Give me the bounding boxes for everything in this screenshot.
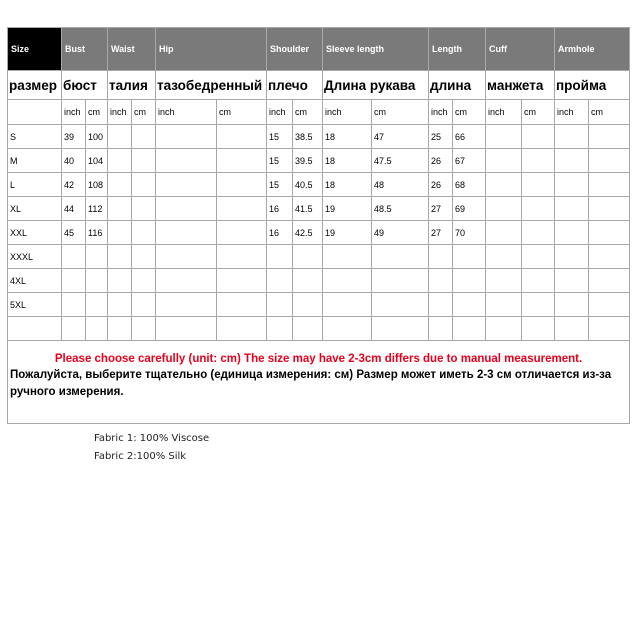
header-hip: Hip (156, 28, 267, 71)
unit-cm-hip: cm (217, 100, 267, 125)
waist-cm-cell (132, 149, 156, 173)
shoulder-cm-cell: 39.5 (293, 149, 323, 173)
sleeve-inch-cell: 19 (323, 197, 372, 221)
unit-inch-sleeve: inch (323, 100, 372, 125)
armhole-cm-cell (589, 317, 630, 341)
sleeve-inch-cell (323, 245, 372, 269)
waist-inch-cell (108, 125, 132, 149)
armhole-inch-cell (555, 173, 589, 197)
bust-inch-cell (62, 293, 86, 317)
cuff-cm-cell (522, 149, 555, 173)
shoulder-cm-cell (293, 293, 323, 317)
hip-cm-cell (217, 293, 267, 317)
hip-cm-cell (217, 149, 267, 173)
shoulder-cm-cell (293, 269, 323, 293)
hip-cm-cell (217, 197, 267, 221)
sleeve-cm-cell: 48 (372, 173, 429, 197)
cuff-inch-cell (486, 317, 522, 341)
header-armhole: Armhole (555, 28, 630, 71)
size-cell: XXL (8, 221, 62, 245)
hip-inch-cell (156, 197, 217, 221)
length-inch-cell (429, 245, 453, 269)
sleeve-cm-cell: 47.5 (372, 149, 429, 173)
waist-cm-cell (132, 173, 156, 197)
unit-inch-bust: inch (62, 100, 86, 125)
table-row (8, 125, 630, 149)
header-ru-bust: бюст (62, 71, 108, 100)
shoulder-inch-cell (267, 245, 293, 269)
waist-cm-cell (132, 317, 156, 341)
sleeve-cm-cell: 49 (372, 221, 429, 245)
header-bust: Bust (62, 28, 108, 71)
hip-cm-cell (217, 125, 267, 149)
shoulder-inch-cell: 15 (267, 149, 293, 173)
size-cell: L (8, 173, 62, 197)
unit-blank (8, 100, 62, 125)
hip-inch-cell (156, 317, 217, 341)
hip-cm-cell (217, 173, 267, 197)
notes-row (8, 341, 630, 424)
sleeve-cm-cell: 48.5 (372, 197, 429, 221)
table-row (8, 149, 630, 173)
waist-cm-cell (132, 221, 156, 245)
armhole-cm-cell (589, 173, 630, 197)
header-ru-size: размер (8, 71, 62, 100)
table-row (8, 221, 630, 245)
size-chart-table (7, 27, 630, 424)
header-size: Size (8, 28, 62, 71)
waist-inch-cell (108, 221, 132, 245)
cuff-cm-cell (522, 317, 555, 341)
bust-cm-cell (86, 269, 108, 293)
table-row (8, 269, 630, 293)
armhole-cm-cell (589, 293, 630, 317)
waist-inch-cell (108, 173, 132, 197)
shoulder-inch-cell: 15 (267, 173, 293, 197)
hip-inch-cell (156, 245, 217, 269)
cuff-inch-cell (486, 125, 522, 149)
bust-inch-cell (62, 245, 86, 269)
armhole-cm-cell (589, 197, 630, 221)
shoulder-inch-cell: 16 (267, 221, 293, 245)
length-cm-cell (453, 317, 486, 341)
shoulder-cm-cell: 40.5 (293, 173, 323, 197)
armhole-inch-cell (555, 149, 589, 173)
header-row-en (8, 28, 630, 71)
bust-inch-cell (62, 269, 86, 293)
cuff-inch-cell (486, 293, 522, 317)
bust-inch-cell: 39 (62, 125, 86, 149)
header-ru-hip: тазобедренный (156, 71, 267, 100)
length-cm-cell: 70 (453, 221, 486, 245)
cuff-inch-cell (486, 149, 522, 173)
sleeve-inch-cell: 18 (323, 125, 372, 149)
length-cm-cell: 69 (453, 197, 486, 221)
waist-cm-cell (132, 125, 156, 149)
length-inch-cell (429, 269, 453, 293)
armhole-inch-cell (555, 125, 589, 149)
length-inch-cell (429, 317, 453, 341)
waist-inch-cell (108, 269, 132, 293)
sleeve-cm-cell (372, 317, 429, 341)
size-cell: M (8, 149, 62, 173)
fabric-2-label: Fabric 2:100% Silk (94, 451, 187, 462)
armhole-inch-cell (555, 221, 589, 245)
hip-inch-cell (156, 293, 217, 317)
header-cuff: Cuff (486, 28, 555, 71)
shoulder-cm-cell: 42.5 (293, 221, 323, 245)
table-row (8, 245, 630, 269)
sleeve-inch-cell: 19 (323, 221, 372, 245)
cuff-inch-cell (486, 269, 522, 293)
unit-cm-shoulder: cm (293, 100, 323, 125)
waist-cm-cell (132, 269, 156, 293)
armhole-cm-cell (589, 221, 630, 245)
warning-ru: Пожалуйста, выберите тщательно (единица измерения: см) Размер может иметь 2-3 см отличается из-за ручного измерения. (10, 369, 612, 398)
header-waist: Waist (108, 28, 156, 71)
hip-cm-cell (217, 317, 267, 341)
bust-cm-cell: 100 (86, 125, 108, 149)
hip-cm-cell (217, 221, 267, 245)
hip-inch-cell (156, 173, 217, 197)
sleeve-cm-cell (372, 293, 429, 317)
waist-cm-cell (132, 197, 156, 221)
size-cell: S (8, 125, 62, 149)
length-inch-cell: 26 (429, 149, 453, 173)
shoulder-inch-cell (267, 293, 293, 317)
length-cm-cell: 67 (453, 149, 486, 173)
header-ru-armhole: пройма (555, 71, 630, 100)
cuff-inch-cell (486, 173, 522, 197)
bust-inch-cell: 42 (62, 173, 86, 197)
table-row (8, 173, 630, 197)
unit-inch-cuff: inch (486, 100, 522, 125)
header-ru-length: длина (429, 71, 486, 100)
length-cm-cell: 68 (453, 173, 486, 197)
shoulder-inch-cell (267, 317, 293, 341)
hip-inch-cell (156, 149, 217, 173)
bust-inch-cell: 45 (62, 221, 86, 245)
cuff-cm-cell (522, 197, 555, 221)
length-inch-cell: 27 (429, 221, 453, 245)
unit-inch-shoulder: inch (267, 100, 293, 125)
hip-cm-cell (217, 245, 267, 269)
table-row (8, 317, 630, 341)
sleeve-inch-cell: 18 (323, 149, 372, 173)
table-row (8, 293, 630, 317)
cuff-cm-cell (522, 245, 555, 269)
armhole-inch-cell (555, 269, 589, 293)
length-inch-cell: 27 (429, 197, 453, 221)
cuff-cm-cell (522, 173, 555, 197)
sleeve-inch-cell (323, 269, 372, 293)
cuff-cm-cell (522, 293, 555, 317)
sleeve-cm-cell: 47 (372, 125, 429, 149)
unit-inch-armhole: inch (555, 100, 589, 125)
length-cm-cell (453, 245, 486, 269)
waist-cm-cell (132, 245, 156, 269)
armhole-cm-cell (589, 125, 630, 149)
unit-inch-waist: inch (108, 100, 132, 125)
unit-inch-length: inch (429, 100, 453, 125)
shoulder-cm-cell (293, 245, 323, 269)
armhole-inch-cell (555, 197, 589, 221)
armhole-cm-cell (589, 245, 630, 269)
shoulder-cm-cell: 38.5 (293, 125, 323, 149)
bust-cm-cell: 116 (86, 221, 108, 245)
armhole-cm-cell (589, 269, 630, 293)
shoulder-cm-cell: 41.5 (293, 197, 323, 221)
armhole-inch-cell (555, 245, 589, 269)
bust-cm-cell: 104 (86, 149, 108, 173)
waist-inch-cell (108, 149, 132, 173)
size-cell: XXXL (8, 245, 62, 269)
unit-cm-length: cm (453, 100, 486, 125)
header-ru-cuff: манжета (486, 71, 555, 100)
shoulder-cm-cell (293, 317, 323, 341)
size-cell: XL (8, 197, 62, 221)
unit-inch-hip: inch (156, 100, 217, 125)
bust-inch-cell (62, 317, 86, 341)
size-cell: 5XL (8, 293, 62, 317)
length-inch-cell: 25 (429, 125, 453, 149)
hip-inch-cell (156, 269, 217, 293)
waist-cm-cell (132, 293, 156, 317)
sleeve-inch-cell: 18 (323, 173, 372, 197)
bust-inch-cell: 44 (62, 197, 86, 221)
size-cell: 4XL (8, 269, 62, 293)
hip-cm-cell (217, 269, 267, 293)
sleeve-inch-cell (323, 317, 372, 341)
shoulder-inch-cell: 15 (267, 125, 293, 149)
cuff-inch-cell (486, 197, 522, 221)
cuff-inch-cell (486, 245, 522, 269)
bust-cm-cell: 108 (86, 173, 108, 197)
hip-inch-cell (156, 221, 217, 245)
unit-cm-sleeve: cm (372, 100, 429, 125)
header-length: Length (429, 28, 486, 71)
unit-row (8, 100, 630, 125)
cuff-inch-cell (486, 221, 522, 245)
armhole-inch-cell (555, 293, 589, 317)
sleeve-cm-cell (372, 245, 429, 269)
length-inch-cell (429, 293, 453, 317)
cuff-cm-cell (522, 221, 555, 245)
length-inch-cell: 26 (429, 173, 453, 197)
shoulder-inch-cell (267, 269, 293, 293)
header-ru-sleeve: Длина рукава (323, 71, 429, 100)
waist-inch-cell (108, 317, 132, 341)
header-ru-waist: талия (108, 71, 156, 100)
cuff-cm-cell (522, 125, 555, 149)
table-row (8, 197, 630, 221)
armhole-inch-cell (555, 317, 589, 341)
waist-inch-cell (108, 245, 132, 269)
bust-cm-cell (86, 245, 108, 269)
header-ru-shoulder: плечо (267, 71, 323, 100)
warning-en: Please choose carefully (unit: cm) The size may have 2-3cm differs due to manual measurement. (54, 353, 583, 365)
fabric-1-label: Fabric 1: 100% Viscose (94, 433, 210, 444)
length-cm-cell (453, 269, 486, 293)
length-cm-cell (453, 293, 486, 317)
notes-cell (8, 341, 630, 424)
size-cell (8, 317, 62, 341)
cuff-cm-cell (522, 269, 555, 293)
unit-cm-bust: cm (86, 100, 108, 125)
length-cm-cell: 66 (453, 125, 486, 149)
hip-inch-cell (156, 125, 217, 149)
sleeve-inch-cell (323, 293, 372, 317)
unit-cm-waist: cm (132, 100, 156, 125)
shoulder-inch-cell: 16 (267, 197, 293, 221)
header-sleeve: Sleeve length (323, 28, 429, 71)
bust-inch-cell: 40 (62, 149, 86, 173)
sleeve-cm-cell (372, 269, 429, 293)
unit-cm-cuff: cm (522, 100, 555, 125)
unit-cm-armhole: cm (589, 100, 630, 125)
bust-cm-cell (86, 317, 108, 341)
bust-cm-cell (86, 293, 108, 317)
armhole-cm-cell (589, 149, 630, 173)
waist-inch-cell (108, 197, 132, 221)
header-shoulder: Shoulder (267, 28, 323, 71)
header-row-ru (8, 71, 630, 100)
waist-inch-cell (108, 293, 132, 317)
bust-cm-cell: 112 (86, 197, 108, 221)
